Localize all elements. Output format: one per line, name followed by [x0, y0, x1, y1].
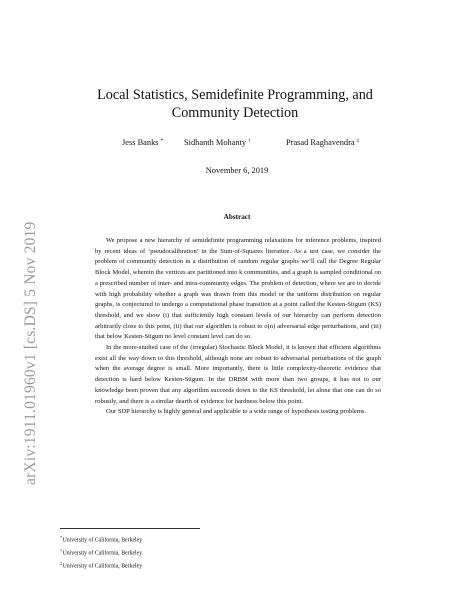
author-footnote-mark: †	[248, 138, 251, 144]
abstract-paragraph: We propose a new hierarchy of semidefinite programming relaxations for inference problems, inspired by recent ideas of ‘pseudocalibration’ in the Sum-of-Squares literature. As a test case, we consider the problem of community detection in a distribution of random regular graphs we’ll call the Degree Regular Block Model, wherein the vertices are partitioned into k communities, and a graph is sampled conditional on a prescribed number of inter- and intra-community edges. The problem of detection, where we are to decide with high probability whether a graph was drawn from this model or the uniform distribution on regular graphs, is conjectured to undergo a computational phase transition at a point called the Kesten-Stigum (KS) threshold, and we show (i) that sufficiently high constant levels of our hierarchy can perform detection arbitrarily close to this point, (ii) that our algorithm is robust to o(n) adversarial edge perturbations, and (iii) that below Kesten-Stigum no level constant level can do so.	[95, 237, 381, 341]
footnote	[60, 559, 360, 572]
footnote-mark: †	[60, 548, 63, 554]
author-footnote-mark: *	[160, 138, 164, 144]
publication-date: November 6, 2019	[205, 166, 269, 175]
footnote	[60, 533, 360, 546]
abstract-paragraph: Our SDP hierarchy is highly general and applicable to a wide range of hypothesis testing problems.	[106, 408, 367, 416]
footnotes	[60, 533, 360, 572]
author-name-text: Jess Banks	[122, 138, 159, 147]
footnote-mark: *	[60, 535, 63, 540]
author-name	[286, 138, 359, 147]
author-footnote-mark: ‡	[356, 138, 360, 144]
abstract-heading: Abstract	[223, 213, 251, 221]
abstract-paragraph: In the more-studied case of the (irregular) Stochastic Block Model, it is known that efficient algorithms exist all the way down to this threshold, although none are robust to adversarial perturbations of the graph when the average degree is small. More importantly, there is little complexity-theoretic evidence that detection is hard below Kesten-Stigum. In the DRBM with more than two groups, it has not to our knowledge been proven that any algorithm succeeds down to the KS threshold, let alone that one can do so robustly, and there is a similar dearth of evidence for hardness below this point.	[95, 344, 381, 405]
footnote-text: University of California, Berkeley	[62, 563, 143, 570]
arxiv-identifier: arXiv:1911.01960v1 [cs.DS] 5 Nov 2019	[22, 221, 39, 485]
footnote-divider	[60, 528, 200, 529]
footnote-text: University of California, Berkeley	[62, 537, 143, 544]
footnote	[60, 546, 360, 559]
footnote-text: University of California, Berkeley	[62, 550, 143, 557]
author-name-text: Prasad Raghavendra	[286, 138, 355, 147]
author-name	[184, 138, 251, 147]
abstract-body	[95, 236, 381, 418]
author-name-text: Sidhanth Mohanty	[184, 138, 247, 147]
author-name	[122, 138, 163, 147]
paper-title: Local Statistics, Semidefinite Programming, and Community Detection	[97, 87, 373, 121]
author-list	[0, 138, 474, 152]
footnote-mark: ‡	[60, 561, 63, 567]
